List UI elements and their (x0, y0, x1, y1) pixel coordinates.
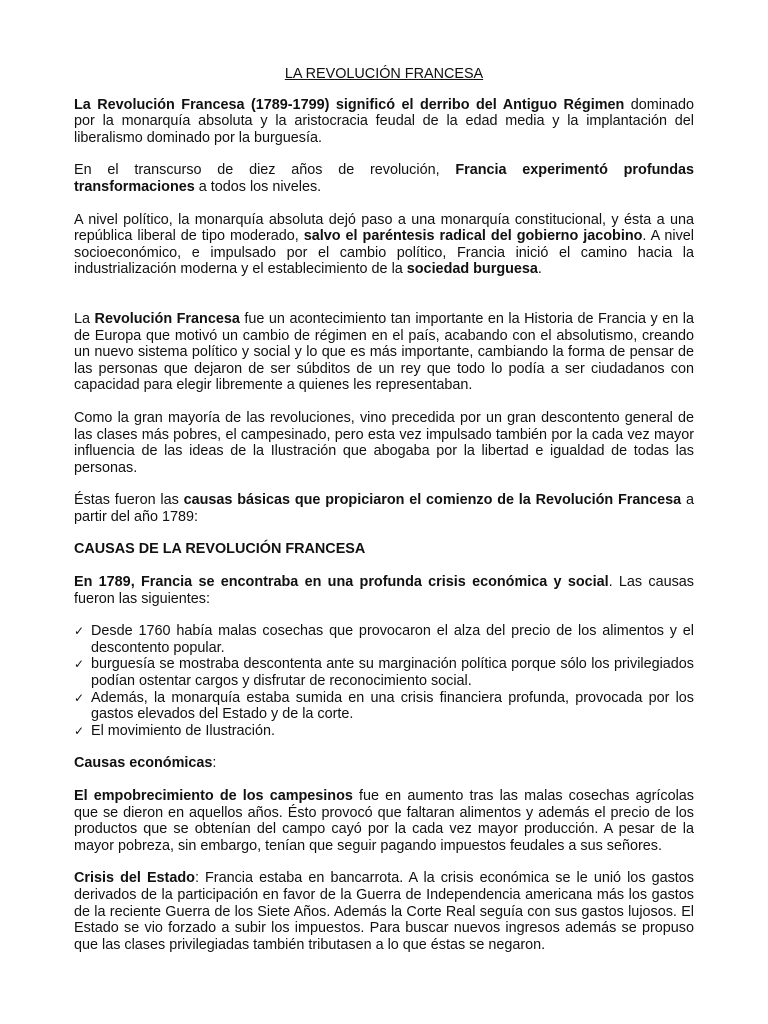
paragraph-basic-causes (74, 492, 694, 525)
paragraph-transformations (74, 162, 694, 195)
bold-text: Francia experimentó profundas transformaciones (74, 162, 694, 195)
paragraph-discontent (74, 410, 694, 476)
list-item-text: Desde 1760 había malas cosechas que provocaron el alza del precio de los alimentos y el descontento popular. (91, 623, 694, 656)
body-text: dominado por la monarquía absoluta y la aristocracia feudal de la edad media y la implantación del liberalismo dominado por la burguesía. (74, 96, 694, 146)
list-item-text: burguesía se mostraba descontenta ante su marginación política porque sólo los privilegiados podían ostentar cargos y disfrutar de reconocimiento social. (91, 656, 694, 690)
check-icon: ✓ (74, 723, 85, 738)
body-text: a todos los niveles. (194, 178, 322, 195)
section-heading-causas: CAUSAS DE LA REVOLUCIÓN FRANCESA (74, 541, 366, 558)
bold-text: Causas económicas (74, 755, 213, 772)
paragraph-peasant-impoverishment (74, 788, 694, 854)
check-icon: ✓ (74, 657, 85, 672)
list-item (74, 723, 694, 740)
bold-text: El empobrecimiento de los campesinos (74, 788, 353, 804)
paragraph-political-level (74, 212, 694, 278)
list-item (74, 656, 694, 689)
body-text: Como la gran mayoría de las revoluciones, vino precedida por un gran descontento general de las clases más pobres, el campesinado, pero esta vez impulsado también por la cada vez mayor influencia de las ideas de la Ilustración que abogaba por la libertad e igualdad de todas las personas. (74, 409, 694, 476)
check-icon: ✓ (74, 690, 85, 705)
paragraph-economic-causes-heading (74, 755, 694, 772)
bold-text: La Revolución Francesa (1789-1799) significó el derribo del Antiguo Régimen (74, 96, 625, 113)
bold-text: Crisis del Estado (74, 870, 195, 887)
list-item-text: Además, la monarquía estaba sumida en una crisis financiera profunda, provocada por los gastos elevados del Estado y de la corte. (91, 689, 694, 723)
list-item (74, 690, 694, 723)
paragraph-intro (74, 97, 694, 147)
body-text: a partir del año 1789: (74, 492, 694, 525)
body-text: A nivel político, la monarquía absoluta dejó paso a una monarquía constitucional, y ésta a una república liberal de tipo moderado, (74, 211, 694, 245)
body-text: fue en aumento tras las malas cosechas agrícolas que se dieron en aquellos años. Ésto provocó que faltaran alimentos y además el precio de los productos que se obtenían del campo cayó por la cada vez mayor producción. A pesar de la mayor pobreza, sin embargo, tenían que seguir pagando impuestos feudales a sus señores. (74, 788, 694, 854)
body-text: La (74, 310, 95, 327)
paragraph-crisis-1789 (74, 574, 694, 607)
spacer (74, 294, 694, 311)
body-text: . A nivel socioeconómico, e impulsado por el cambio político, Francia inició el camino hacia la industrialización moderna y el establecimiento de la (74, 228, 695, 278)
bold-text: Revolución Francesa (94, 310, 240, 327)
bold-text: salvo el paréntesis radical del gobierno jacobino (303, 228, 643, 245)
bold-text: En 1789, Francia se encontraba en una profunda crisis económica y social (74, 574, 609, 591)
body-text: : (212, 755, 217, 772)
body-text: fue un acontecimiento tan importante en la Historia de Francia y en la de Europa que motivó un cambio de régimen en el país, acabando con el absolutismo, creando un nuevo sistema político y social y lo que es más importante, cambiando la forma de pensar de las personas que dejaron de ser súbditos de un rey que todo lo podía a ser ciudadanos con capacidad para elegir libremente a quienes les representaban. (74, 310, 694, 394)
list-item-text: El movimiento de Ilustración. (91, 722, 275, 739)
paragraph-state-crisis (74, 870, 694, 953)
causes-checklist (74, 623, 694, 739)
body-text: : Francia estaba en bancarrota. A la crisis económica se le unió los gastos derivados de la participación en favor de la Guerra de Independencia americana más los gastos de la reciente Guerra de los Siete Años. Además la Corte Real seguía con sus gastos lujosos. El Estado se vio forzado a subir los impuestos. Para buscar nuevos ingresos además se propuso que las clases privilegiadas también tributasen a lo que éstas se negaron. (74, 870, 694, 953)
body-text: En el transcurso de diez años de revolución, (74, 162, 456, 179)
document-title: LA REVOLUCIÓN FRANCESA (284, 66, 484, 82)
check-icon: ✓ (74, 624, 85, 639)
bold-text: causas básicas que propiciaron el comienzo de la Revolución Francesa (183, 492, 682, 509)
bold-text: sociedad burguesa (406, 261, 538, 278)
body-text: . Las causas fueron las siguientes: (74, 574, 694, 607)
paragraph-importance (74, 311, 694, 394)
body-text: . (537, 261, 542, 278)
list-item (74, 623, 694, 656)
body-text: Éstas fueron las (74, 492, 184, 509)
